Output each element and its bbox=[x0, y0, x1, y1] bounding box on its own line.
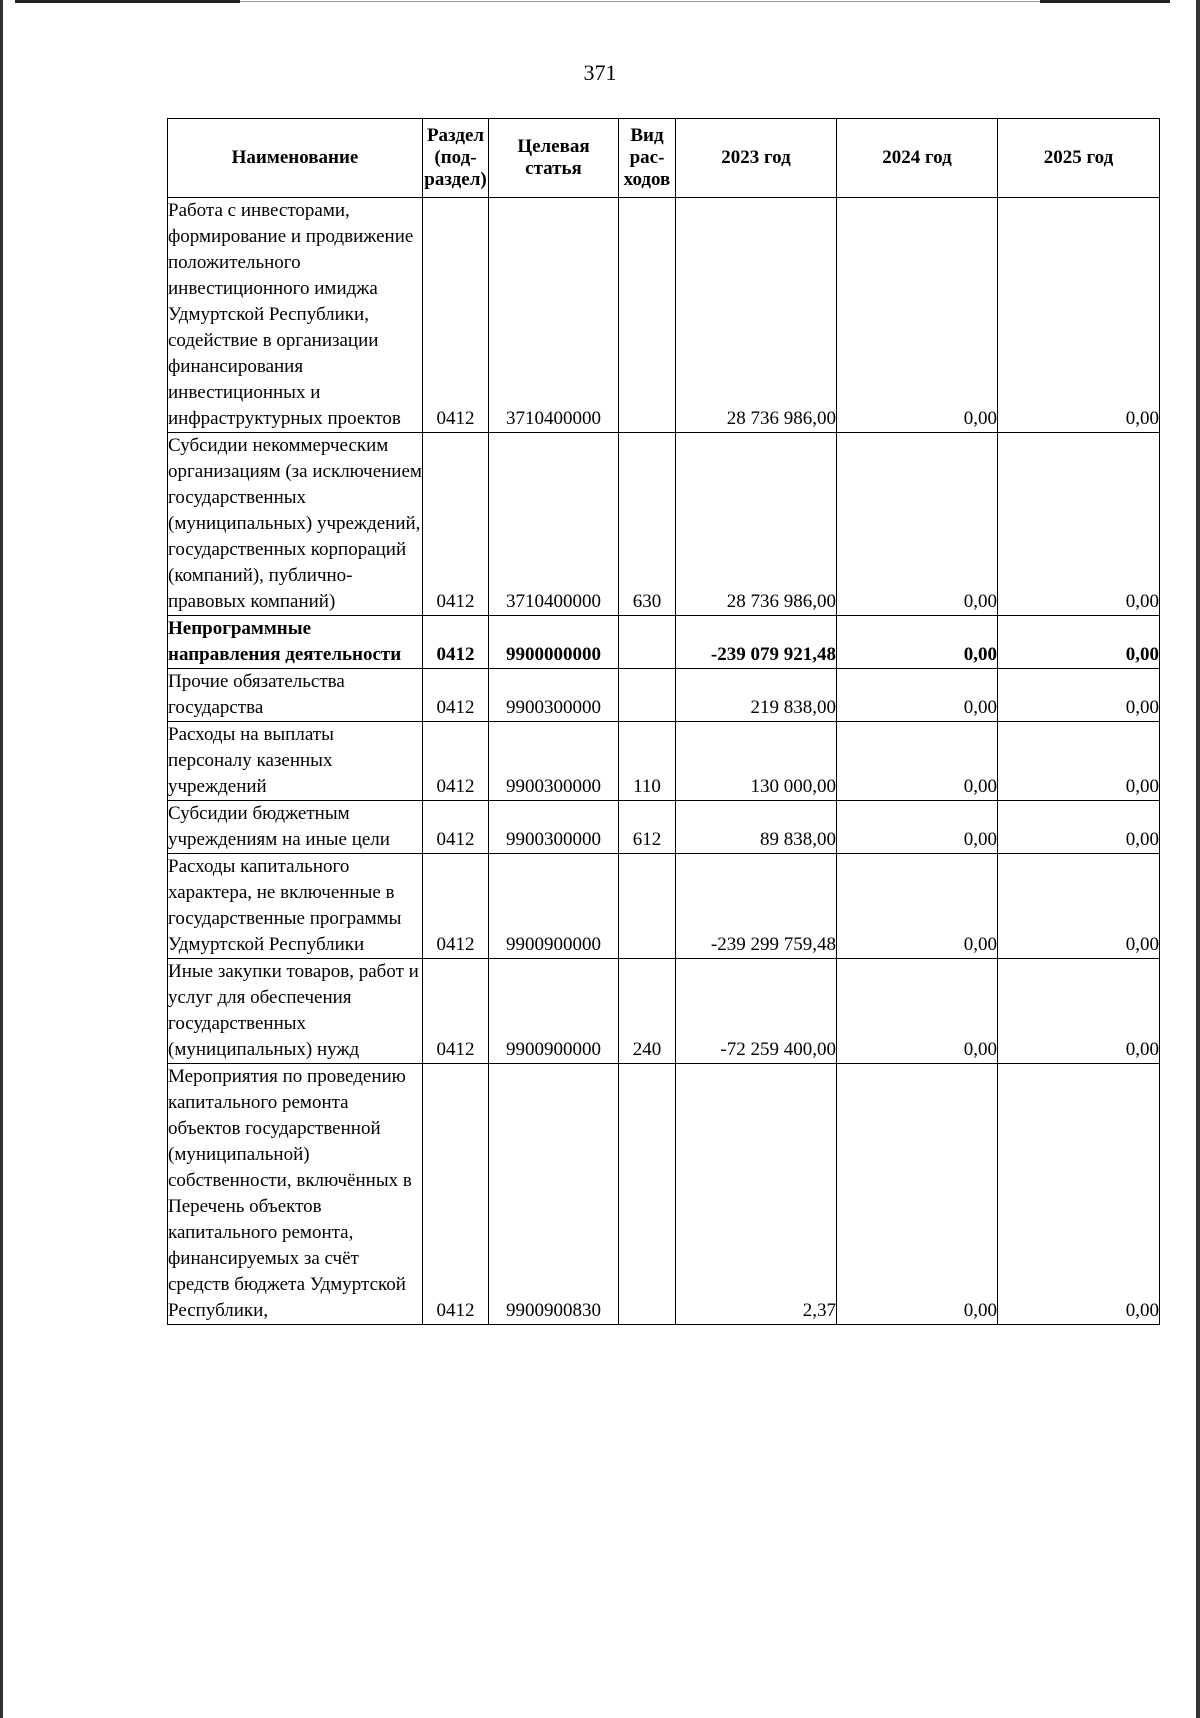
cell-target: 9900300000 bbox=[489, 669, 619, 722]
scan-edge-top bbox=[240, 1, 1040, 2]
cell-2023: -239 299 759,48 bbox=[676, 854, 837, 959]
budget-table bbox=[167, 118, 1160, 1325]
cell-section: 0412 bbox=[423, 854, 489, 959]
cell-kind bbox=[619, 854, 676, 959]
table-row bbox=[168, 669, 1160, 722]
scan-edge-top-left bbox=[15, 0, 240, 3]
cell-2023: 2,37 bbox=[676, 1064, 837, 1325]
cell-2025: 0,00 bbox=[998, 801, 1160, 854]
cell-kind bbox=[619, 1064, 676, 1325]
cell-kind bbox=[619, 198, 676, 433]
cell-name: Расходы капитального характера, не включенные в государственные программы Удмуртской Республики bbox=[168, 854, 423, 959]
cell-2025: 0,00 bbox=[998, 616, 1160, 669]
header-2025: 2025 год bbox=[998, 119, 1160, 198]
table-row bbox=[168, 1064, 1160, 1325]
cell-name: Прочие обязательства государства bbox=[168, 669, 423, 722]
cell-target: 9900000000 bbox=[489, 616, 619, 669]
page-number: 371 bbox=[583, 60, 617, 85]
cell-2023: -72 259 400,00 bbox=[676, 959, 837, 1064]
table-row bbox=[168, 198, 1160, 433]
cell-2024: 0,00 bbox=[837, 669, 998, 722]
cell-2023: 28 736 986,00 bbox=[676, 433, 837, 616]
cell-section: 0412 bbox=[423, 722, 489, 801]
cell-2025: 0,00 bbox=[998, 433, 1160, 616]
cell-2024: 0,00 bbox=[837, 959, 998, 1064]
cell-kind: 630 bbox=[619, 433, 676, 616]
header-section: Раздел (под-раздел) bbox=[423, 119, 489, 198]
cell-name: Субсидии некоммерческим организациям (за исключением государственных (муниципальных) учреждений, государственных корпораций (компаний), публично-правовых компаний) bbox=[168, 433, 423, 616]
cell-2023: 130 000,00 bbox=[676, 722, 837, 801]
cell-2025: 0,00 bbox=[998, 198, 1160, 433]
cell-2025: 0,00 bbox=[998, 722, 1160, 801]
cell-kind: 240 bbox=[619, 959, 676, 1064]
header-name: Наименование bbox=[168, 119, 423, 198]
cell-section: 0412 bbox=[423, 198, 489, 433]
cell-2024: 0,00 bbox=[837, 722, 998, 801]
cell-section: 0412 bbox=[423, 433, 489, 616]
cell-2025: 0,00 bbox=[998, 959, 1160, 1064]
cell-2023: -239 079 921,48 bbox=[676, 616, 837, 669]
table-row bbox=[168, 854, 1160, 959]
table-row bbox=[168, 433, 1160, 616]
cell-kind bbox=[619, 669, 676, 722]
cell-target: 3710400000 bbox=[489, 433, 619, 616]
cell-section: 0412 bbox=[423, 616, 489, 669]
header-kind: Вид рас-ходов bbox=[619, 119, 676, 198]
cell-kind bbox=[619, 616, 676, 669]
cell-2023: 89 838,00 bbox=[676, 801, 837, 854]
cell-name: Непрограммные направления деятельности bbox=[168, 616, 423, 669]
cell-2024: 0,00 bbox=[837, 433, 998, 616]
header-target: Целевая статья bbox=[489, 119, 619, 198]
cell-target: 3710400000 bbox=[489, 198, 619, 433]
scan-edge-left bbox=[0, 0, 3, 1718]
cell-2025: 0,00 bbox=[998, 854, 1160, 959]
header-2023: 2023 год bbox=[676, 119, 837, 198]
cell-2024: 0,00 bbox=[837, 854, 998, 959]
cell-target: 9900900000 bbox=[489, 854, 619, 959]
table-row bbox=[168, 722, 1160, 801]
cell-target: 9900300000 bbox=[489, 722, 619, 801]
cell-name: Работа с инвесторами, формирование и продвижение положительного инвестиционного имиджа Удмуртской Республики, содействие в организации финансирования инвестиционных и инфраструктурных проектов bbox=[168, 198, 423, 433]
cell-2025: 0,00 bbox=[998, 669, 1160, 722]
cell-section: 0412 bbox=[423, 801, 489, 854]
cell-2024: 0,00 bbox=[837, 616, 998, 669]
cell-2025: 0,00 bbox=[998, 1064, 1160, 1325]
cell-2024: 0,00 bbox=[837, 1064, 998, 1325]
cell-target: 9900900830 bbox=[489, 1064, 619, 1325]
cell-target: 9900300000 bbox=[489, 801, 619, 854]
cell-name: Мероприятия по проведению капитального ремонта объектов государственной (муниципальной) собственности, включённых в Перечень объектов капитального ремонта, финансируемых за счёт средств бюджета Удмуртской Республики, bbox=[168, 1064, 423, 1325]
cell-target: 9900900000 bbox=[489, 959, 619, 1064]
cell-name: Субсидии бюджетным учреждениям на иные цели bbox=[168, 801, 423, 854]
table-row bbox=[168, 616, 1160, 669]
cell-kind: 110 bbox=[619, 722, 676, 801]
scan-edge-right bbox=[1196, 0, 1200, 1718]
cell-kind: 612 bbox=[619, 801, 676, 854]
cell-name: Расходы на выплаты персоналу казенных учреждений bbox=[168, 722, 423, 801]
table-row bbox=[168, 959, 1160, 1064]
cell-2023: 219 838,00 bbox=[676, 669, 837, 722]
cell-section: 0412 bbox=[423, 669, 489, 722]
table-header-row bbox=[168, 119, 1160, 198]
scan-edge-top-right bbox=[1040, 0, 1170, 3]
cell-section: 0412 bbox=[423, 1064, 489, 1325]
cell-name: Иные закупки товаров, работ и услуг для обеспечения государственных (муниципальных) нужд bbox=[168, 959, 423, 1064]
cell-2024: 0,00 bbox=[837, 801, 998, 854]
cell-2024: 0,00 bbox=[837, 198, 998, 433]
table-body bbox=[168, 198, 1160, 1325]
table-row bbox=[168, 801, 1160, 854]
header-2024: 2024 год bbox=[837, 119, 998, 198]
cell-section: 0412 bbox=[423, 959, 489, 1064]
cell-2023: 28 736 986,00 bbox=[676, 198, 837, 433]
